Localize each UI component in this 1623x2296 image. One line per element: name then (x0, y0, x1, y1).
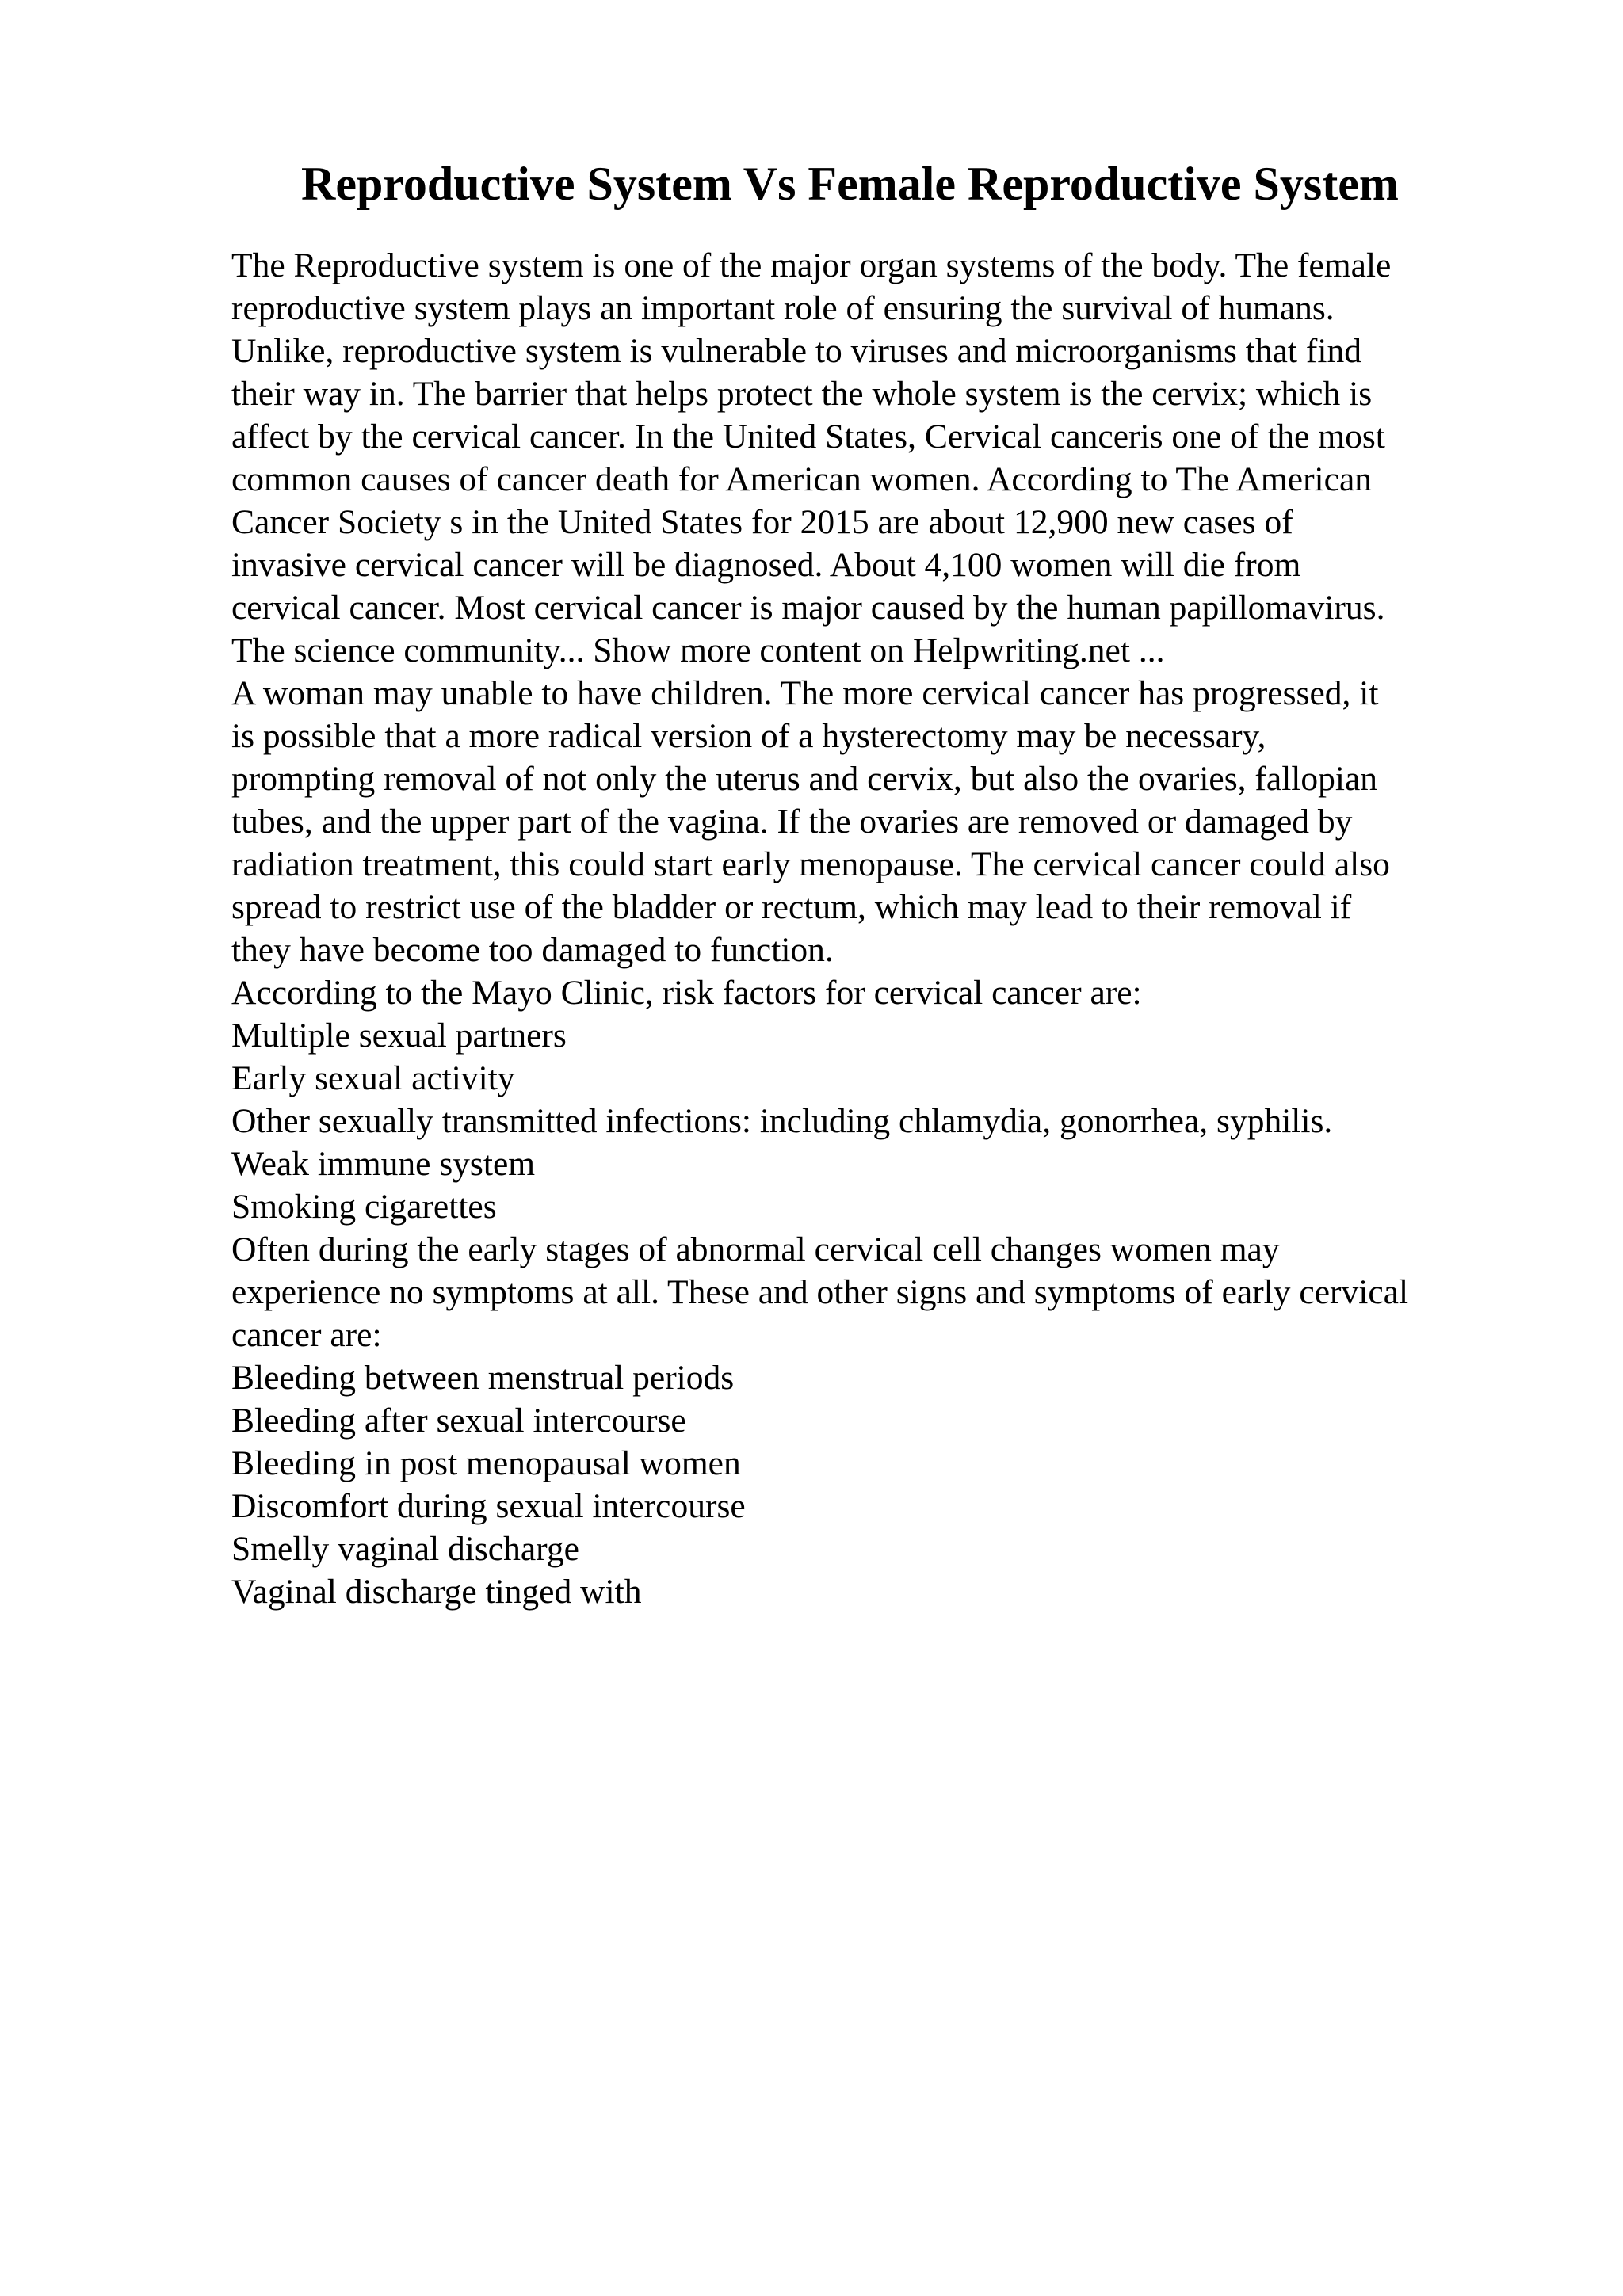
body-line: Cancer Society s in the United States for 2015 are about 12,900 new cases of (231, 503, 1293, 541)
body-line: experience no symptoms at all. These and other signs and symptoms of early cervical (231, 1273, 1409, 1311)
body-line: Often during the early stages of abnormal cervical cell changes women may (231, 1230, 1280, 1268)
body-line: they have become too damaged to function. (231, 931, 834, 969)
risk-factor-item: Multiple sexual partners (231, 1016, 567, 1055)
body-line: affect by the cervical cancer. In the United States, Cervical canceris one of the most (231, 418, 1385, 456)
document-body (231, 244, 1499, 1613)
risk-factor-item: Early sexual activity (231, 1059, 515, 1097)
body-line: The Reproductive system is one of the major organ systems of the body. The female (231, 246, 1392, 284)
body-line: cervical cancer. Most cervical cancer is major caused by the human papillomavirus. (231, 589, 1385, 627)
risk-factor-item: Weak immune system (231, 1145, 536, 1183)
symptoms-intro: cancer are: (231, 1316, 382, 1354)
body-line: spread to restrict use of the bladder or rectum, which may lead to their removal if (231, 888, 1352, 926)
body-line: Unlike, reproductive system is vulnerable to viruses and microorganisms that find (231, 332, 1361, 370)
risk-factor-item: Smoking cigarettes (231, 1188, 497, 1226)
risk-factors-intro: According to the Mayo Clinic, risk factors for cervical cancer are: (231, 974, 1142, 1012)
symptom-item: Smelly vaginal discharge (231, 1530, 579, 1568)
symptom-item: Vaginal discharge tinged with (231, 1573, 642, 1611)
body-line: A woman may unable to have children. The more cervical cancer has progressed, it (231, 674, 1379, 712)
body-line: prompting removal of not only the uterus and cervix, but also the ovaries, fallopian (231, 760, 1378, 798)
body-line: is possible that a more radical version of a hysterectomy may be necessary, (231, 717, 1266, 755)
body-line-show-more: The science community... Show more content on Helpwriting.net ... (231, 631, 1165, 669)
body-line: common causes of cancer death for American women. According to The American (231, 460, 1373, 498)
document-title: Reproductive System Vs Female Reproductive System (301, 158, 1399, 210)
symptom-item: Bleeding after sexual intercourse (231, 1402, 686, 1440)
risk-factor-item: Other sexually transmitted infections: including chlamydia, gonorrhea, syphilis. (231, 1102, 1333, 1140)
body-line: their way in. The barrier that helps protect the whole system is the cervix; which is (231, 375, 1373, 413)
body-line: reproductive system plays an important role of ensuring the survival of humans. (231, 289, 1335, 327)
body-line: tubes, and the upper part of the vagina. If the ovaries are removed or damaged by (231, 803, 1353, 841)
symptom-item: Bleeding in post menopausal women (231, 1444, 741, 1482)
body-line: radiation treatment, this could start early menopause. The cervical cancer could also (231, 845, 1390, 883)
symptom-item: Bleeding between menstrual periods (231, 1359, 735, 1397)
body-line: invasive cervical cancer will be diagnosed. About 4,100 women will die from (231, 546, 1301, 584)
symptom-item: Discomfort during sexual intercourse (231, 1487, 746, 1525)
